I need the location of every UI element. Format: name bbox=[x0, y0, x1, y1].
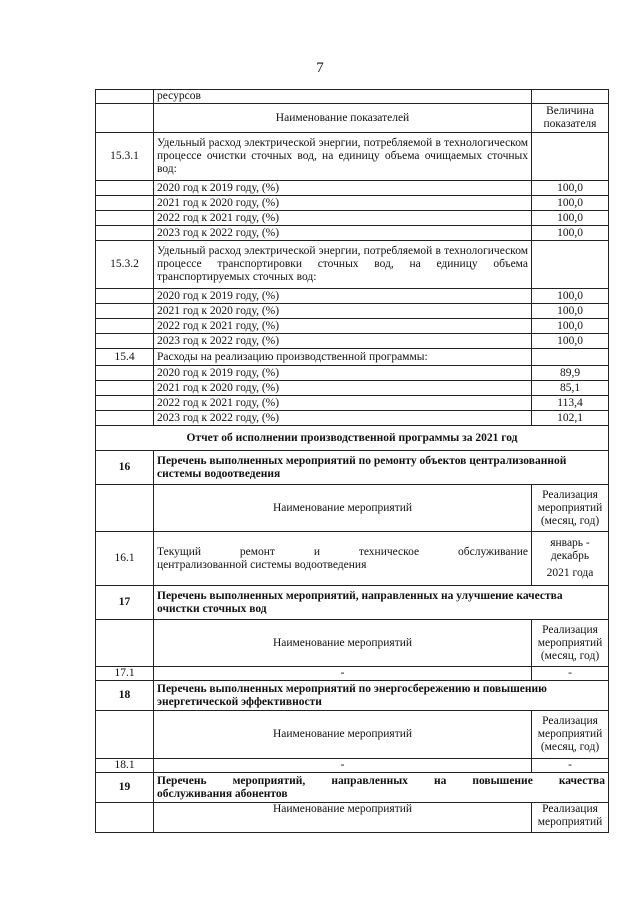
row-label: 2023 год к 2022 году, (%) bbox=[154, 334, 532, 349]
row-value: 100,0 bbox=[532, 319, 609, 334]
row-value: 100,0 bbox=[532, 289, 609, 304]
continuation-text: ресурсов bbox=[154, 90, 532, 104]
header-indicator-name: Наименование показателей bbox=[154, 104, 532, 133]
section-title: Перечень выполненных мероприятий по энергосбережению и повышению энергетической эффективности bbox=[154, 681, 609, 711]
section-title: Перечень выполненных мероприятий по ремонту объектов централизованной системы водоотведения bbox=[154, 451, 609, 485]
header-measure-value: Реализация мероприятий (месяц, год) bbox=[532, 485, 609, 532]
header-measure-name: Наименование мероприятий bbox=[154, 711, 532, 759]
cell-empty bbox=[96, 485, 154, 532]
cell-empty bbox=[532, 90, 609, 104]
cell-empty bbox=[532, 241, 609, 289]
section-number: 15.4 bbox=[96, 349, 154, 366]
row-value: 100,0 bbox=[532, 226, 609, 241]
item-period-year: 2021 года bbox=[546, 567, 594, 579]
item-period: - bbox=[532, 667, 609, 681]
row-value: 100,0 bbox=[532, 211, 609, 226]
item-name: - bbox=[154, 759, 532, 773]
section-number: 15.3.2 bbox=[96, 241, 154, 289]
row-value: 89,9 bbox=[532, 366, 609, 381]
section-title: Удельный расход электрической энергии, потребляемой в технологическом процессе очистки сточных вод, на единицу объема очищаемых сточных вод: bbox=[154, 133, 532, 181]
row-value: 100,0 bbox=[532, 196, 609, 211]
header-measure-name: Наименование мероприятий bbox=[154, 620, 532, 667]
item-name-line1: Текущий ремонт и техническое обслуживание bbox=[157, 545, 528, 558]
row-label: 2023 год к 2022 году, (%) bbox=[154, 226, 532, 241]
cell-empty bbox=[96, 90, 154, 104]
section-number: 18 bbox=[96, 681, 154, 711]
cell-empty bbox=[96, 104, 154, 133]
row-value: 85,1 bbox=[532, 381, 609, 396]
item-name: - bbox=[154, 667, 532, 681]
cell-empty bbox=[532, 133, 609, 181]
header-measure-value: Реализация мероприятий (месяц, год) bbox=[532, 620, 609, 667]
header-measure-name: Наименование мероприятий bbox=[154, 803, 532, 833]
cell-empty bbox=[96, 803, 154, 833]
row-label: 2022 год к 2021 году, (%) bbox=[154, 396, 532, 411]
section-title bbox=[154, 773, 609, 803]
section-number: 16 bbox=[96, 451, 154, 485]
cell-empty bbox=[96, 711, 154, 759]
row-label: 2021 год к 2020 году, (%) bbox=[154, 381, 532, 396]
section-number: 19 bbox=[96, 773, 154, 803]
item-name bbox=[154, 532, 532, 586]
report-table bbox=[95, 89, 609, 833]
row-value: 100,0 bbox=[532, 304, 609, 319]
section-title: Удельный расход электрической энергии, потребляемой в технологическом процессе транспортировки сточных вод, на единицу объема транспортируемых сточных вод: bbox=[154, 241, 532, 289]
item-period-months: январь - декабрь bbox=[550, 537, 590, 562]
section-title-line1: Перечень мероприятий, направленных на повышение качества bbox=[157, 774, 605, 787]
row-label: 2022 год к 2021 году, (%) bbox=[154, 211, 532, 226]
section-title-line2: обслуживания абонентов bbox=[157, 787, 288, 800]
row-label: 2022 год к 2021 году, (%) bbox=[154, 319, 532, 334]
section-number: 17 bbox=[96, 586, 154, 620]
page-number: 7 bbox=[316, 60, 324, 76]
cell-empty bbox=[532, 349, 609, 366]
report-title: Отчет об исполнении производственной программы за 2021 год bbox=[96, 426, 609, 451]
item-number: 17.1 bbox=[96, 667, 154, 681]
row-label: 2020 год к 2019 году, (%) bbox=[154, 181, 532, 196]
row-value: 102,1 bbox=[532, 411, 609, 426]
row-label: 2020 год к 2019 году, (%) bbox=[154, 366, 532, 381]
section-title: Расходы на реализацию производственной программы: bbox=[154, 349, 532, 366]
cell-empty bbox=[96, 620, 154, 667]
header-indicator-value: Величина показателя bbox=[532, 104, 609, 133]
row-label: 2021 год к 2020 году, (%) bbox=[154, 196, 532, 211]
item-name-line2: централизованной системы водоотведения bbox=[157, 558, 367, 571]
row-value: 100,0 bbox=[532, 181, 609, 196]
section-title: Перечень выполненных мероприятий, направленных на улучшение качества очистки сточных вод bbox=[154, 586, 609, 620]
row-value: 113,4 bbox=[532, 396, 609, 411]
row-label: 2023 год к 2022 году, (%) bbox=[154, 411, 532, 426]
row-label: 2020 год к 2019 году, (%) bbox=[154, 289, 532, 304]
row-label: 2021 год к 2020 году, (%) bbox=[154, 304, 532, 319]
item-period bbox=[532, 532, 609, 586]
header-measure-name: Наименование мероприятий bbox=[154, 485, 532, 532]
item-period: - bbox=[532, 759, 609, 773]
item-number: 18.1 bbox=[96, 759, 154, 773]
header-measure-value: Реализация мероприятий (месяц, год) bbox=[532, 711, 609, 759]
header-measure-value: Реализация мероприятий bbox=[532, 803, 609, 833]
item-number: 16.1 bbox=[96, 532, 154, 586]
row-value: 100,0 bbox=[532, 334, 609, 349]
section-number: 15.3.1 bbox=[96, 133, 154, 181]
